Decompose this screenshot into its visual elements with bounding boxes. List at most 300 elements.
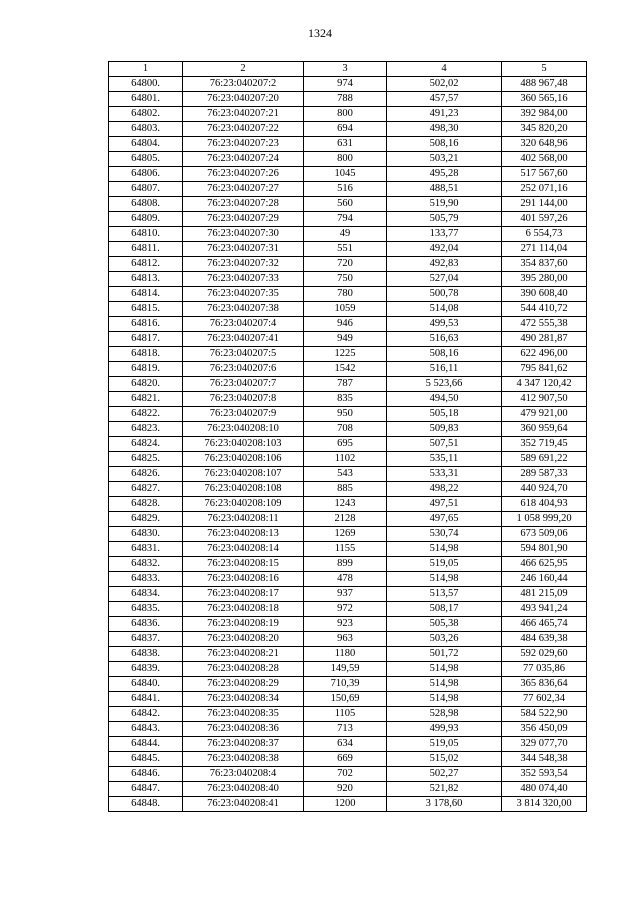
area-cell: 634: [304, 737, 387, 752]
cadastral-number-cell: 76:23:040207:35: [183, 287, 304, 302]
area-cell: 720: [304, 257, 387, 272]
cadastral-number-cell: 76:23:040208:20: [183, 632, 304, 647]
area-cell: 543: [304, 467, 387, 482]
page-number: 1324: [308, 26, 332, 40]
cadastral-number-cell: 76:23:040208:4: [183, 767, 304, 782]
value-cell: 592 029,60: [502, 647, 587, 662]
cadastral-number-cell: 76:23:040208:21: [183, 647, 304, 662]
rate-cell: 498,30: [387, 122, 502, 137]
table-row: [109, 647, 587, 662]
table-row: [109, 212, 587, 227]
rate-cell: 514,98: [387, 692, 502, 707]
row-number-cell: 64803.: [109, 122, 183, 137]
area-cell: 835: [304, 392, 387, 407]
cadastral-number-cell: 76:23:040208:106: [183, 452, 304, 467]
rate-cell: 503,26: [387, 632, 502, 647]
value-cell: 77 035,86: [502, 662, 587, 677]
cadastral-number-cell: 76:23:040208:11: [183, 512, 304, 527]
cadastral-number-cell: 76:23:040208:40: [183, 782, 304, 797]
row-number-cell: 64847.: [109, 782, 183, 797]
cadastral-number-cell: 76:23:040208:14: [183, 542, 304, 557]
rate-cell: 519,05: [387, 557, 502, 572]
table-row: [109, 332, 587, 347]
row-number-cell: 64819.: [109, 362, 183, 377]
value-cell: 594 801,90: [502, 542, 587, 557]
cadastral-number-cell: 76:23:040207:7: [183, 377, 304, 392]
row-number-cell: 64832.: [109, 557, 183, 572]
rate-cell: 503,21: [387, 152, 502, 167]
table-row: [109, 677, 587, 692]
area-cell: 963: [304, 632, 387, 647]
cadastral-number-cell: 76:23:040207:4: [183, 317, 304, 332]
cadastral-number-cell: 76:23:040208:28: [183, 662, 304, 677]
row-number-cell: 64827.: [109, 482, 183, 497]
table-row: [109, 407, 587, 422]
area-cell: 702: [304, 767, 387, 782]
area-cell: 885: [304, 482, 387, 497]
cadastral-number-cell: 76:23:040207:27: [183, 182, 304, 197]
rate-cell: 457,57: [387, 92, 502, 107]
value-cell: 618 404,93: [502, 497, 587, 512]
cadastral-number-cell: 76:23:040208:16: [183, 572, 304, 587]
cadastral-number-cell: 76:23:040207:29: [183, 212, 304, 227]
header-cell-2: 2: [183, 62, 304, 77]
rate-cell: 535,11: [387, 452, 502, 467]
cadastral-number-cell: 76:23:040208:35: [183, 707, 304, 722]
rate-cell: 533,31: [387, 467, 502, 482]
area-cell: 713: [304, 722, 387, 737]
cadastral-number-cell: 76:23:040207:24: [183, 152, 304, 167]
area-cell: 1225: [304, 347, 387, 362]
table-row: [109, 767, 587, 782]
area-cell: 694: [304, 122, 387, 137]
row-number-cell: 64848.: [109, 797, 183, 812]
value-cell: 493 941,24: [502, 602, 587, 617]
row-number-cell: 64812.: [109, 257, 183, 272]
value-cell: 365 836,64: [502, 677, 587, 692]
rate-cell: 505,18: [387, 407, 502, 422]
table-row: [109, 752, 587, 767]
area-cell: 1269: [304, 527, 387, 542]
table-row: [109, 782, 587, 797]
row-number-cell: 64808.: [109, 197, 183, 212]
table-row: [109, 152, 587, 167]
value-cell: 3 814 320,00: [502, 797, 587, 812]
row-number-cell: 64842.: [109, 707, 183, 722]
value-cell: 488 967,48: [502, 77, 587, 92]
row-number-cell: 64820.: [109, 377, 183, 392]
cadastral-number-cell: 76:23:040208:41: [183, 797, 304, 812]
header-cell-4: 4: [387, 62, 502, 77]
value-cell: 352 719,45: [502, 437, 587, 452]
area-cell: 1542: [304, 362, 387, 377]
row-number-cell: 64813.: [109, 272, 183, 287]
table-row: [109, 362, 587, 377]
value-cell: 544 410,72: [502, 302, 587, 317]
value-cell: 589 691,22: [502, 452, 587, 467]
area-cell: 780: [304, 287, 387, 302]
rate-cell: 514,98: [387, 662, 502, 677]
row-number-cell: 64831.: [109, 542, 183, 557]
row-number-cell: 64836.: [109, 617, 183, 632]
cadastral-number-cell: 76:23:040207:31: [183, 242, 304, 257]
value-cell: 1 058 999,20: [502, 512, 587, 527]
value-cell: 479 921,00: [502, 407, 587, 422]
value-cell: 517 567,60: [502, 167, 587, 182]
row-number-cell: 64800.: [109, 77, 183, 92]
area-cell: 949: [304, 332, 387, 347]
table-row: [109, 347, 587, 362]
area-cell: 1105: [304, 707, 387, 722]
row-number-cell: 64816.: [109, 317, 183, 332]
value-cell: 480 074,40: [502, 782, 587, 797]
area-cell: 150,69: [304, 692, 387, 707]
area-cell: 800: [304, 152, 387, 167]
row-number-cell: 64818.: [109, 347, 183, 362]
table-row: [109, 587, 587, 602]
cadastral-number-cell: 76:23:040207:33: [183, 272, 304, 287]
table-row: [109, 497, 587, 512]
area-cell: 899: [304, 557, 387, 572]
table-row: [109, 272, 587, 287]
row-number-cell: 64843.: [109, 722, 183, 737]
table-row: [109, 692, 587, 707]
row-number-cell: 64802.: [109, 107, 183, 122]
header-cell-3: 3: [304, 62, 387, 77]
cadastral-number-cell: 76:23:040207:32: [183, 257, 304, 272]
value-cell: 360 959,64: [502, 422, 587, 437]
value-cell: 622 496,00: [502, 347, 587, 362]
value-cell: 289 587,33: [502, 467, 587, 482]
area-cell: 695: [304, 437, 387, 452]
area-cell: 920: [304, 782, 387, 797]
row-number-cell: 64811.: [109, 242, 183, 257]
value-cell: 481 215,09: [502, 587, 587, 602]
table-row: [109, 572, 587, 587]
rate-cell: 497,65: [387, 512, 502, 527]
value-cell: 352 593,54: [502, 767, 587, 782]
value-cell: 291 144,00: [502, 197, 587, 212]
table-row: [109, 437, 587, 452]
value-cell: 6 554,73: [502, 227, 587, 242]
value-cell: 484 639,38: [502, 632, 587, 647]
rate-cell: 514,98: [387, 542, 502, 557]
value-cell: 412 907,50: [502, 392, 587, 407]
table-row: [109, 137, 587, 152]
cadastral-number-cell: 76:23:040207:21: [183, 107, 304, 122]
cadastral-number-cell: 76:23:040208:17: [183, 587, 304, 602]
value-cell: 354 837,60: [502, 257, 587, 272]
area-cell: 1059: [304, 302, 387, 317]
rate-cell: 508,17: [387, 602, 502, 617]
row-number-cell: 64804.: [109, 137, 183, 152]
value-cell: 320 648,96: [502, 137, 587, 152]
area-cell: 516: [304, 182, 387, 197]
cadastral-number-cell: 76:23:040208:109: [183, 497, 304, 512]
value-cell: 345 820,20: [502, 122, 587, 137]
value-cell: 673 509,06: [502, 527, 587, 542]
rate-cell: 494,50: [387, 392, 502, 407]
area-cell: 1243: [304, 497, 387, 512]
rate-cell: 5 523,66: [387, 377, 502, 392]
area-cell: 631: [304, 137, 387, 152]
row-number-cell: 64844.: [109, 737, 183, 752]
rate-cell: 502,02: [387, 77, 502, 92]
row-number-cell: 64841.: [109, 692, 183, 707]
table-row: [109, 392, 587, 407]
row-number-cell: 64824.: [109, 437, 183, 452]
value-cell: 271 114,04: [502, 242, 587, 257]
rate-cell: 499,53: [387, 317, 502, 332]
cadastral-number-cell: 76:23:040207:9: [183, 407, 304, 422]
area-cell: 478: [304, 572, 387, 587]
table-row: [109, 227, 587, 242]
cadastral-number-cell: 76:23:040207:22: [183, 122, 304, 137]
value-cell: 4 347 120,42: [502, 377, 587, 392]
area-cell: 2128: [304, 512, 387, 527]
row-number-cell: 64814.: [109, 287, 183, 302]
cadastral-number-cell: 76:23:040208:13: [183, 527, 304, 542]
cadastral-number-cell: 76:23:040207:8: [183, 392, 304, 407]
rate-cell: 491,23: [387, 107, 502, 122]
area-cell: 972: [304, 602, 387, 617]
rate-cell: 488,51: [387, 182, 502, 197]
row-number-cell: 64833.: [109, 572, 183, 587]
rate-cell: 498,22: [387, 482, 502, 497]
row-number-cell: 64838.: [109, 647, 183, 662]
table-row: [109, 467, 587, 482]
table-row: [109, 452, 587, 467]
area-cell: 708: [304, 422, 387, 437]
row-number-cell: 64807.: [109, 182, 183, 197]
row-number-cell: 64828.: [109, 497, 183, 512]
table-row: [109, 167, 587, 182]
rate-cell: 521,82: [387, 782, 502, 797]
table-row: [109, 737, 587, 752]
rate-cell: 507,51: [387, 437, 502, 452]
row-number-cell: 64839.: [109, 662, 183, 677]
cadastral-number-cell: 76:23:040208:108: [183, 482, 304, 497]
row-number-cell: 64826.: [109, 467, 183, 482]
area-cell: 560: [304, 197, 387, 212]
value-cell: 402 568,00: [502, 152, 587, 167]
rate-cell: 500,78: [387, 287, 502, 302]
table-row: [109, 182, 587, 197]
value-cell: 401 597,26: [502, 212, 587, 227]
cadastral-number-cell: 76:23:040208:107: [183, 467, 304, 482]
table-row: [109, 617, 587, 632]
value-cell: 472 555,38: [502, 317, 587, 332]
area-cell: 788: [304, 92, 387, 107]
cadastral-number-cell: 76:23:040207:2: [183, 77, 304, 92]
value-cell: 466 465,74: [502, 617, 587, 632]
table-row: [109, 317, 587, 332]
area-cell: 787: [304, 377, 387, 392]
area-cell: 1102: [304, 452, 387, 467]
value-cell: 360 565,16: [502, 92, 587, 107]
table-row: [109, 527, 587, 542]
rate-cell: 505,38: [387, 617, 502, 632]
value-cell: 584 522,90: [502, 707, 587, 722]
rate-cell: 495,28: [387, 167, 502, 182]
table-row: [109, 422, 587, 437]
rate-cell: 502,27: [387, 767, 502, 782]
rate-cell: 514,08: [387, 302, 502, 317]
rate-cell: 514,98: [387, 572, 502, 587]
cadastral-number-cell: 76:23:040208:19: [183, 617, 304, 632]
table-row: [109, 197, 587, 212]
value-cell: 395 280,00: [502, 272, 587, 287]
cadastral-number-cell: 76:23:040207:5: [183, 347, 304, 362]
row-number-cell: 64815.: [109, 302, 183, 317]
rate-cell: 530,74: [387, 527, 502, 542]
table-row: [109, 302, 587, 317]
table-row: [109, 122, 587, 137]
table-row: [109, 662, 587, 677]
area-cell: 946: [304, 317, 387, 332]
area-cell: 1200: [304, 797, 387, 812]
rate-cell: 519,05: [387, 737, 502, 752]
area-cell: 800: [304, 107, 387, 122]
rate-cell: 513,57: [387, 587, 502, 602]
rate-cell: 508,16: [387, 347, 502, 362]
value-cell: 77 602,34: [502, 692, 587, 707]
rate-cell: 497,51: [387, 497, 502, 512]
cadastral-number-cell: 76:23:040208:37: [183, 737, 304, 752]
area-cell: 923: [304, 617, 387, 632]
value-cell: 795 841,62: [502, 362, 587, 377]
row-number-cell: 64834.: [109, 587, 183, 602]
area-cell: 710,39: [304, 677, 387, 692]
cadastral-number-cell: 76:23:040207:30: [183, 227, 304, 242]
value-cell: 390 608,40: [502, 287, 587, 302]
table-row: [109, 632, 587, 647]
row-number-cell: 64809.: [109, 212, 183, 227]
value-cell: 246 160,44: [502, 572, 587, 587]
row-number-cell: 64810.: [109, 227, 183, 242]
rate-cell: 492,83: [387, 257, 502, 272]
table-row: [109, 287, 587, 302]
value-cell: 356 450,09: [502, 722, 587, 737]
rate-cell: 505,79: [387, 212, 502, 227]
table-row: [109, 722, 587, 737]
row-number-cell: 64846.: [109, 767, 183, 782]
rate-cell: 514,98: [387, 677, 502, 692]
table-row: [109, 512, 587, 527]
cadastral-number-cell: 76:23:040207:26: [183, 167, 304, 182]
header-cell-1: 1: [109, 62, 183, 77]
row-number-cell: 64845.: [109, 752, 183, 767]
area-cell: 950: [304, 407, 387, 422]
row-number-cell: 64805.: [109, 152, 183, 167]
table-row: [109, 77, 587, 92]
row-number-cell: 64806.: [109, 167, 183, 182]
value-cell: 440 924,70: [502, 482, 587, 497]
value-cell: 329 077,70: [502, 737, 587, 752]
row-number-cell: 64823.: [109, 422, 183, 437]
cadastral-number-cell: 76:23:040208:15: [183, 557, 304, 572]
row-number-cell: 64825.: [109, 452, 183, 467]
area-cell: 669: [304, 752, 387, 767]
table-row: [109, 482, 587, 497]
row-number-cell: 64837.: [109, 632, 183, 647]
row-number-cell: 64840.: [109, 677, 183, 692]
rate-cell: 133,77: [387, 227, 502, 242]
table-row: [109, 797, 587, 812]
area-cell: 937: [304, 587, 387, 602]
cadastral-number-cell: 76:23:040207:28: [183, 197, 304, 212]
cadastral-number-cell: 76:23:040207:20: [183, 92, 304, 107]
data-table: [108, 61, 587, 812]
area-cell: 1155: [304, 542, 387, 557]
rate-cell: 528,98: [387, 707, 502, 722]
cadastral-number-cell: 76:23:040208:10: [183, 422, 304, 437]
area-cell: 974: [304, 77, 387, 92]
row-number-cell: 64817.: [109, 332, 183, 347]
value-cell: 344 548,38: [502, 752, 587, 767]
area-cell: 49: [304, 227, 387, 242]
area-cell: 1045: [304, 167, 387, 182]
rate-cell: 501,72: [387, 647, 502, 662]
table-row: [109, 242, 587, 257]
value-cell: 392 984,00: [502, 107, 587, 122]
rate-cell: 516,11: [387, 362, 502, 377]
rate-cell: 492,04: [387, 242, 502, 257]
cadastral-number-cell: 76:23:040208:38: [183, 752, 304, 767]
rate-cell: 527,04: [387, 272, 502, 287]
table-row: [109, 542, 587, 557]
rate-cell: 509,83: [387, 422, 502, 437]
value-cell: 466 625,95: [502, 557, 587, 572]
header-cell-5: 5: [502, 62, 587, 77]
row-number-cell: 64801.: [109, 92, 183, 107]
cadastral-number-cell: 76:23:040207:41: [183, 332, 304, 347]
table-row: [109, 107, 587, 122]
area-cell: 551: [304, 242, 387, 257]
rate-cell: 3 178,60: [387, 797, 502, 812]
row-number-cell: 64821.: [109, 392, 183, 407]
cadastral-number-cell: 76:23:040208:29: [183, 677, 304, 692]
row-number-cell: 64829.: [109, 512, 183, 527]
area-cell: 794: [304, 212, 387, 227]
area-cell: 149,59: [304, 662, 387, 677]
cadastral-number-cell: 76:23:040208:103: [183, 437, 304, 452]
table-row: [109, 557, 587, 572]
table-row: [109, 707, 587, 722]
rate-cell: 499,93: [387, 722, 502, 737]
cadastral-number-cell: 76:23:040207:6: [183, 362, 304, 377]
value-cell: 252 071,16: [502, 182, 587, 197]
rate-cell: 519,90: [387, 197, 502, 212]
rate-cell: 516,63: [387, 332, 502, 347]
cadastral-number-cell: 76:23:040207:38: [183, 302, 304, 317]
cadastral-number-cell: 76:23:040208:36: [183, 722, 304, 737]
cadastral-number-cell: 76:23:040207:23: [183, 137, 304, 152]
cadastral-number-cell: 76:23:040208:34: [183, 692, 304, 707]
table-row: [109, 257, 587, 272]
value-cell: 490 281,87: [502, 332, 587, 347]
row-number-cell: 64822.: [109, 407, 183, 422]
row-number-cell: 64830.: [109, 527, 183, 542]
header-row: [109, 62, 587, 77]
table-row: [109, 377, 587, 392]
rate-cell: 515,02: [387, 752, 502, 767]
cadastral-number-cell: 76:23:040208:18: [183, 602, 304, 617]
area-cell: 1180: [304, 647, 387, 662]
area-cell: 750: [304, 272, 387, 287]
rate-cell: 508,16: [387, 137, 502, 152]
row-number-cell: 64835.: [109, 602, 183, 617]
